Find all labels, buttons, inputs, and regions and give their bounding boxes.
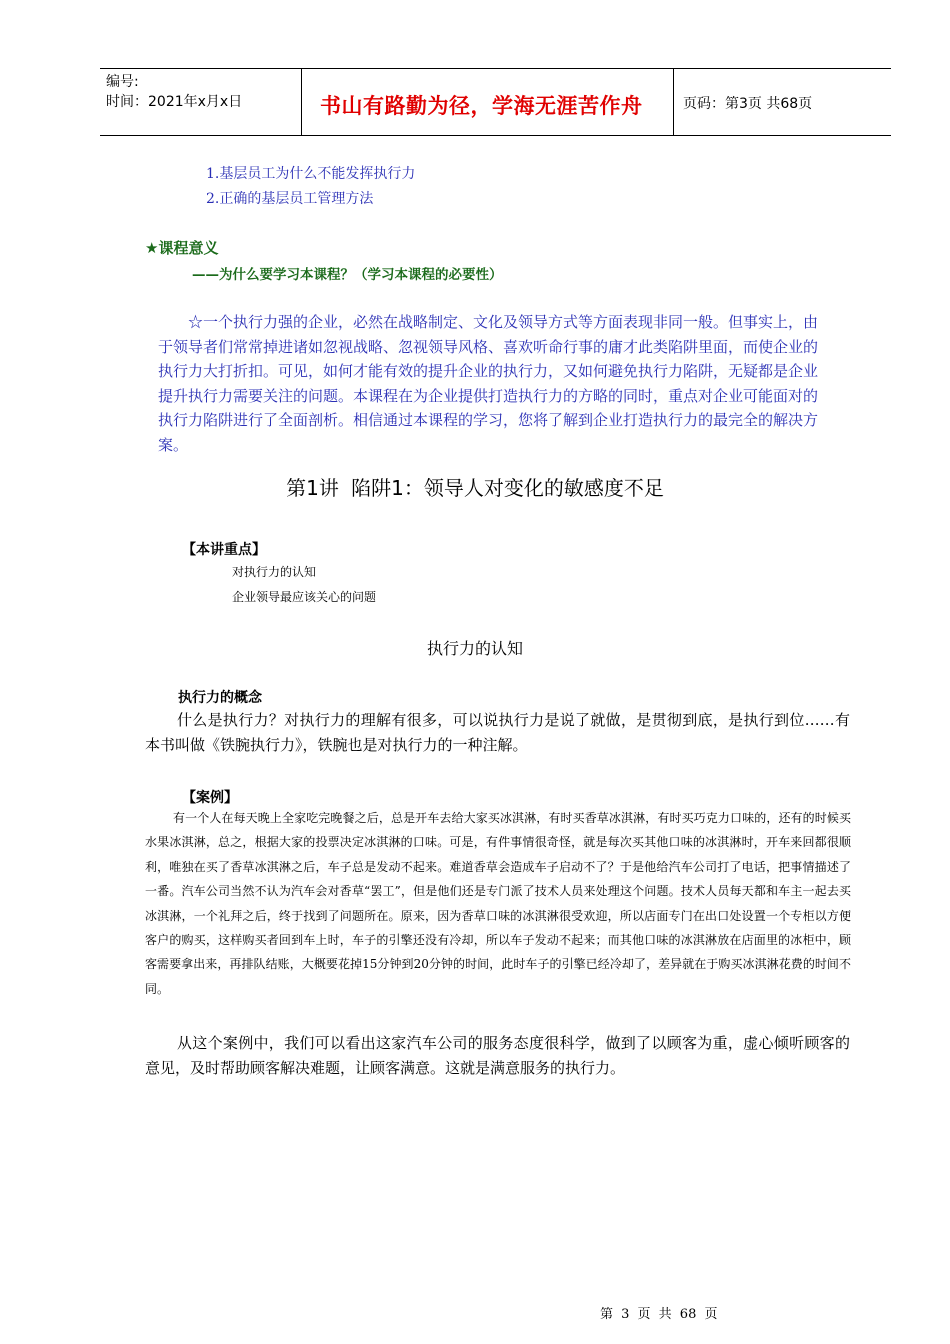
- case-body: 有一个人在每天晚上全家吃完晚餐之后，总是开车去给大家买冰淇淋，有时买香草冰淇淋，有时买巧克力口味的，还有的时候买水果冰淇淋，总之，根据大家的投票决定冰淇淋的口味。可是，有件事情很奇怪，就是每次买其他口味的冰淇淋时，开车来回都很顺利，唯独在买了香草冰淇淋之后，车子总是发动不起来。难道香草会造成车子启动不了？于是他给汽车公司打了电话，把事情描述了一番。汽车公司当然不认为汽车会对香草“罢工”，但是他们还是专门派了技术人员来处理这个问题。技术人员每天都和车主一起去买冰淇淋，一个礼拜之后，终于找到了问题所在。原来，因为香草口味的冰淇淋很受欢迎，所以店面专门在出口处设置一个专柜以方便客户的购买，这样购买者回到车上时，车子的引擎还没有冷却，所以车子发动不起来；而其他口味的冰淇淋放在店面里的冰柜中，顾客需要拿出来，再排队结账，大概要花掉15分钟到20分钟的时间，此时车子的引擎已经冷却了，差异就在于购买冰淇淋花费的时间不同。: [145, 811, 851, 996]
- key-point-item: 企业领导最应该关心的问题: [232, 590, 377, 604]
- header-bottom-rule: [100, 135, 891, 136]
- header-divider-left: [301, 68, 302, 136]
- concept-body: 什么是执行力？对执行力的理解有很多，可以说执行力是说了就做，是贯彻到底，是执行到位……有本书叫做《铁腕执行力》，铁腕也是对执行力的一种注解。: [145, 711, 850, 754]
- page-info: 页码：第3页 共68页: [683, 96, 813, 112]
- toc-item: 1.基层员工为什么不能发挥执行力: [206, 166, 416, 182]
- course-meaning-body: ☆一个执行力强的企业，必然在战略制定、文化及领导方式等方面表现非同一般。但事实上，由于领导者们常常掉进诸如忽视战略、忽视领导风格、喜欢听命行事的庸才此类陷阱里面，而使企业的执行力大打折扣。可见，如何才能有效的提升企业的执行力，又如何避免执行力陷阱，无疑都是企业提升执行力需要关注的问题。本课程在为企业提供打造执行力的方略的同时，重点对企业可能面对的执行力陷阱进行了全面剖析。相信通过本课程的学习，您将了解到企业打造执行力的最完全的解决方案。: [158, 313, 819, 454]
- concept-title: 执行力的概念: [178, 690, 262, 706]
- course-meaning-title: ★课程意义: [145, 239, 219, 257]
- key-points-label: 【本讲重点】: [182, 542, 266, 558]
- case-label: 【案例】: [182, 790, 238, 806]
- header-divider-right: [673, 68, 674, 136]
- motto: 书山有路勤为径，学海无涯苦作舟: [320, 94, 643, 118]
- conclusion-paragraph: 从这个案例中，我们可以看出这家汽车公司的服务态度很科学，做到了以顾客为重，虚心倾听顾客的意见，及时帮助顾客解决难题，让顾客满意。这就是满意服务的执行力。: [145, 1034, 850, 1077]
- page-footer: 第 3 页 共 68 页: [600, 1307, 718, 1322]
- section-heading: 执行力的认知: [426, 639, 523, 658]
- time-label: 时间：2021年x月x日: [106, 94, 243, 110]
- course-meaning-subtitle: ——为什么要学习本课程？（学习本课程的必要性）: [192, 267, 503, 283]
- serial-label: 编号:: [106, 74, 139, 90]
- toc-item: 2.正确的基层员工管理方法: [206, 191, 374, 207]
- header-top-rule: [100, 68, 891, 69]
- lecture-title: 第1讲 陷阱1：领导人对变化的敏感度不足: [286, 476, 664, 500]
- key-point-item: 对执行力的认知: [232, 565, 317, 579]
